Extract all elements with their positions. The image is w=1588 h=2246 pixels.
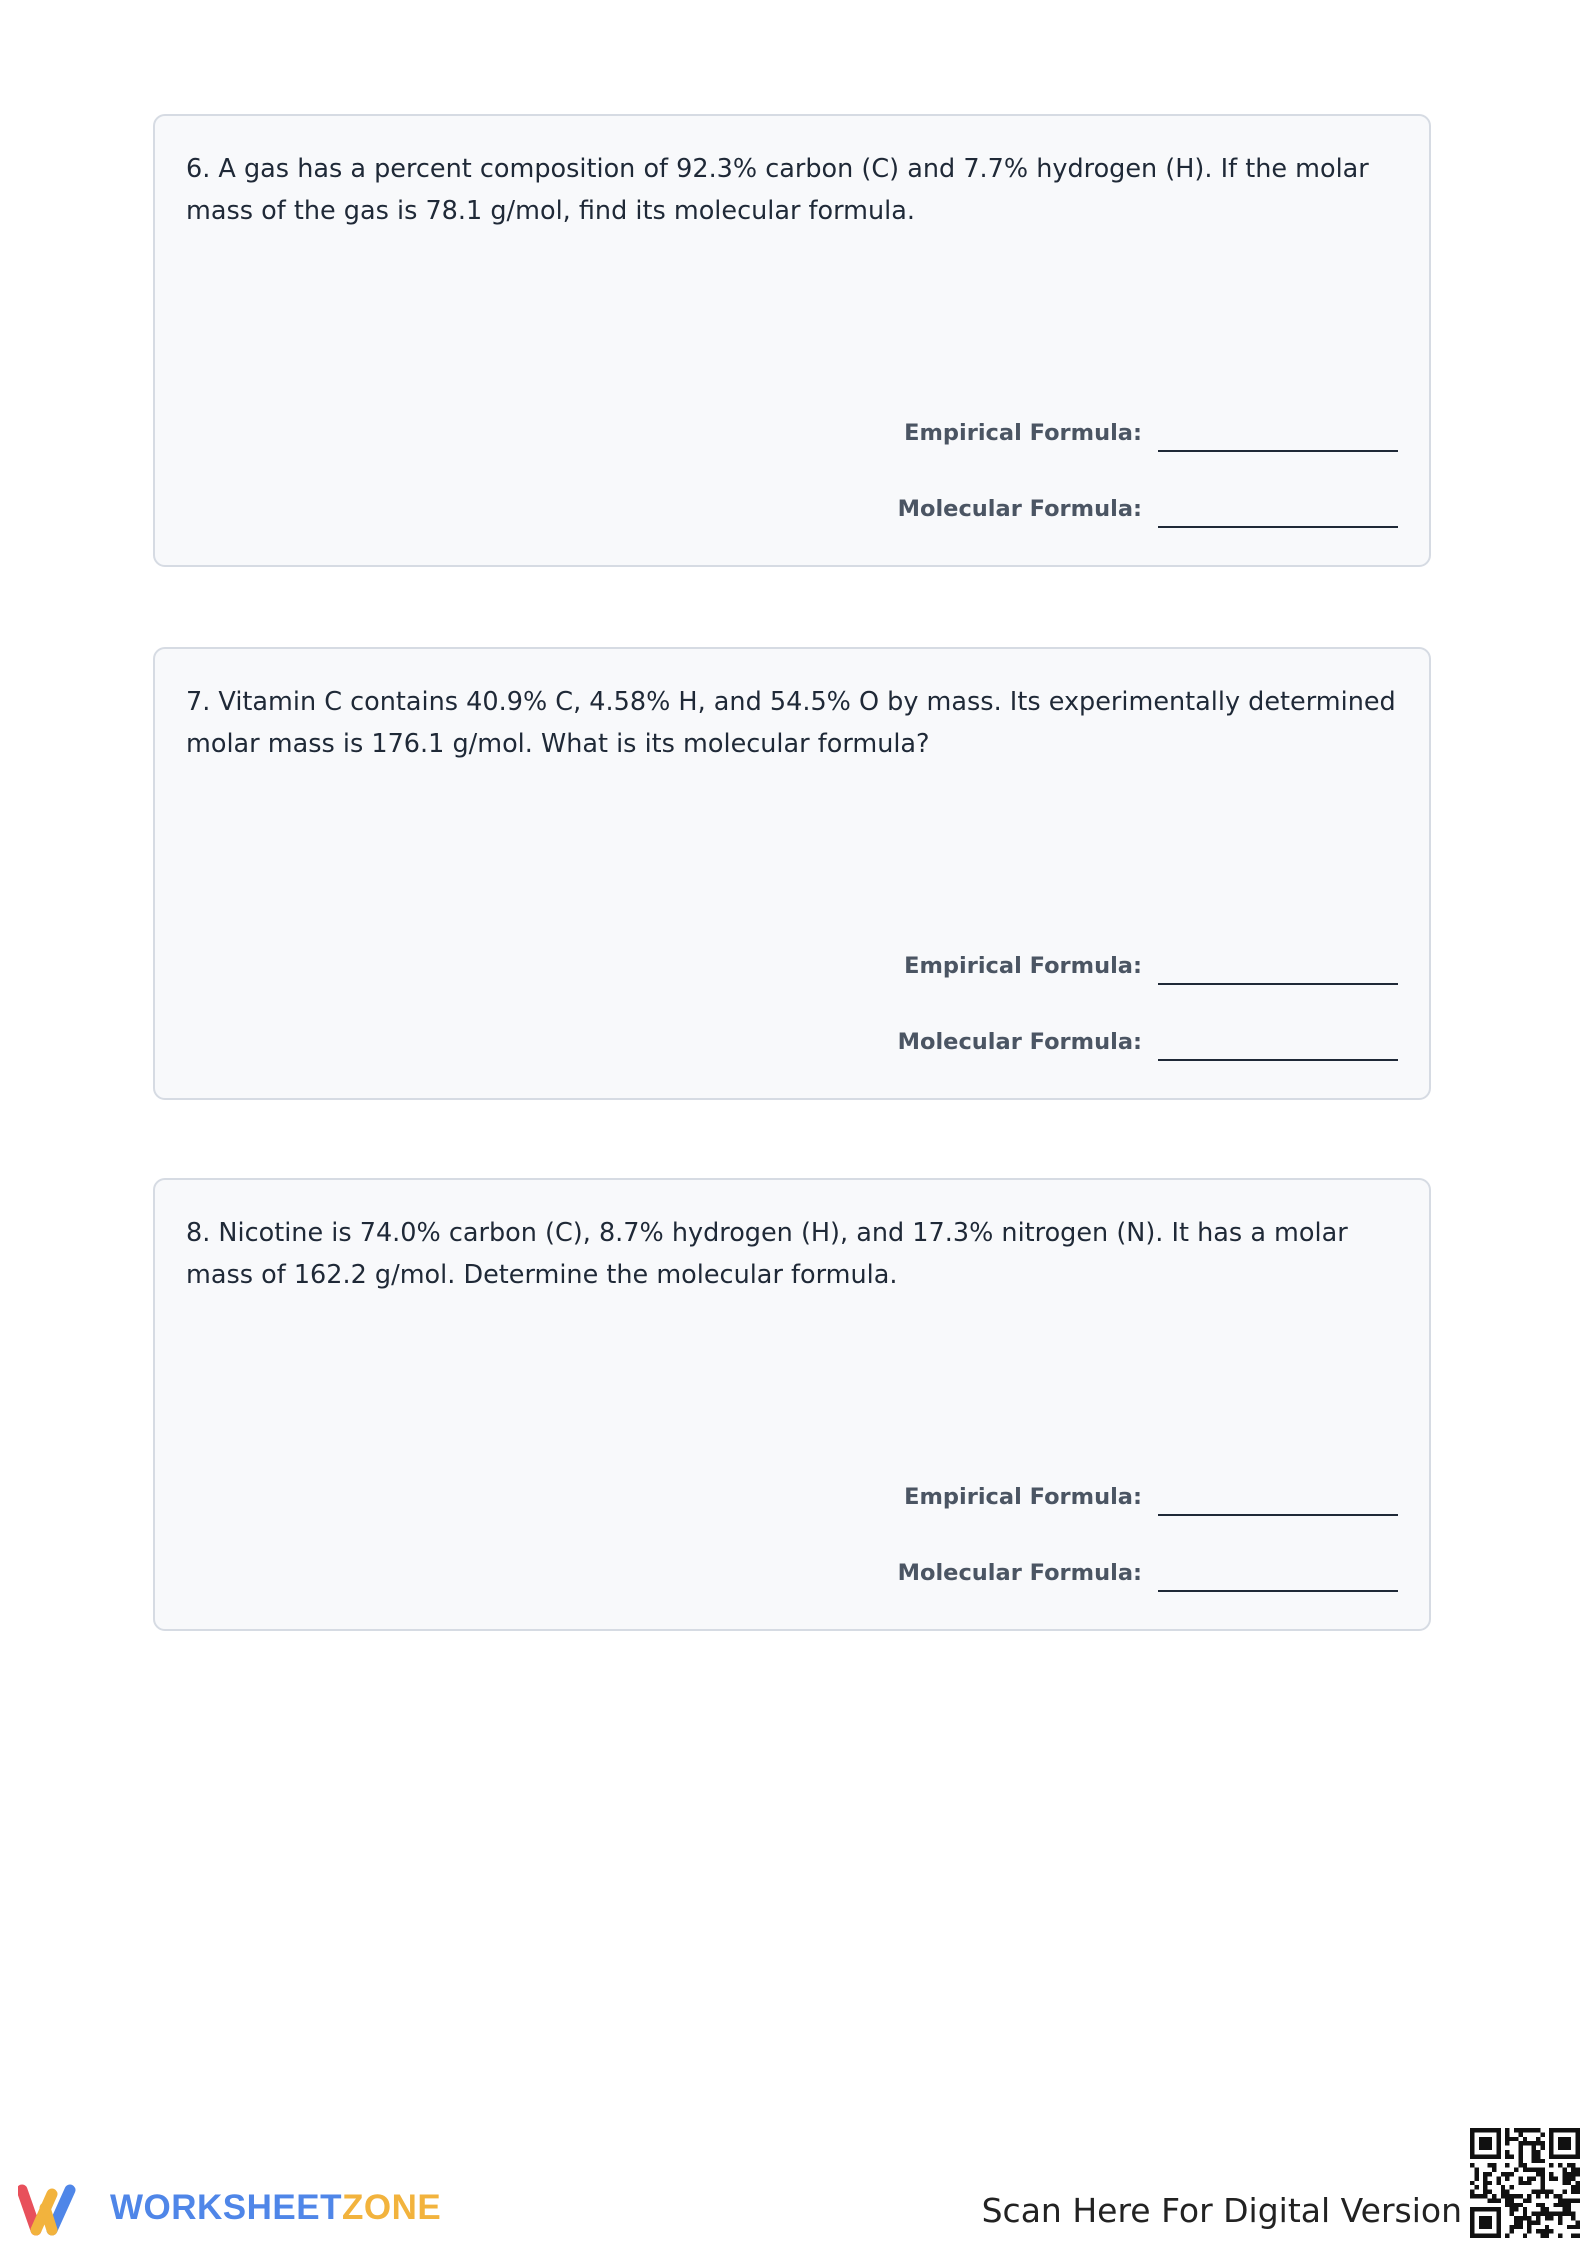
empirical-formula-label: Empirical Formula: — [904, 420, 1142, 446]
empirical-formula-row — [882, 418, 1398, 452]
molecular-formula-answer-line[interactable] — [1158, 494, 1398, 528]
empirical-formula-row — [882, 1482, 1398, 1516]
question-card-7 — [153, 647, 1431, 1100]
molecular-formula-answer-line[interactable] — [1158, 1558, 1398, 1592]
empirical-formula-row — [882, 951, 1398, 985]
molecular-formula-answer-line[interactable] — [1158, 1027, 1398, 1061]
empirical-formula-answer-line[interactable] — [1158, 1482, 1398, 1516]
brand-name-part2: ZONE — [342, 2188, 442, 2227]
qr-code-icon[interactable] — [1470, 2128, 1580, 2238]
molecular-formula-row — [882, 1027, 1398, 1061]
empirical-formula-answer-line[interactable] — [1158, 418, 1398, 452]
question-card-8 — [153, 1178, 1431, 1631]
empirical-formula-label: Empirical Formula: — [904, 1484, 1142, 1510]
brand-name-part1: WORKSHEET — [110, 2188, 342, 2227]
brand-name — [110, 2188, 441, 2228]
worksheetzone-w-logo-icon — [18, 2180, 96, 2236]
question-text: 8. Nicotine is 74.0% carbon (C), 8.7% hydrogen (H), and 17.3% nitrogen (N). It has a molar mass of 162.2 g/mol. Determine the molecular formula. — [186, 1218, 1348, 1290]
molecular-formula-row — [882, 1558, 1398, 1592]
empirical-formula-label: Empirical Formula: — [904, 953, 1142, 979]
worksheetzone-logo[interactable] — [18, 2180, 441, 2236]
molecular-formula-row — [882, 494, 1398, 528]
empirical-formula-answer-line[interactable] — [1158, 951, 1398, 985]
molecular-formula-label: Molecular Formula: — [897, 1029, 1142, 1055]
question-text: 7. Vitamin C contains 40.9% C, 4.58% H, and 54.5% O by mass. Its experimentally determined molar mass is 176.1 g/mol. What is its molecular formula? — [186, 687, 1396, 759]
question-card-6 — [153, 114, 1431, 567]
molecular-formula-label: Molecular Formula: — [897, 1560, 1142, 1586]
question-text: 6. A gas has a percent composition of 92.3% carbon (C) and 7.7% hydrogen (H). If the molar mass of the gas is 78.1 g/mol, find its molecular formula. — [186, 154, 1369, 226]
scan-for-digital-version-text: Scan Here For Digital Version — [981, 2191, 1462, 2230]
molecular-formula-label: Molecular Formula: — [897, 496, 1142, 522]
